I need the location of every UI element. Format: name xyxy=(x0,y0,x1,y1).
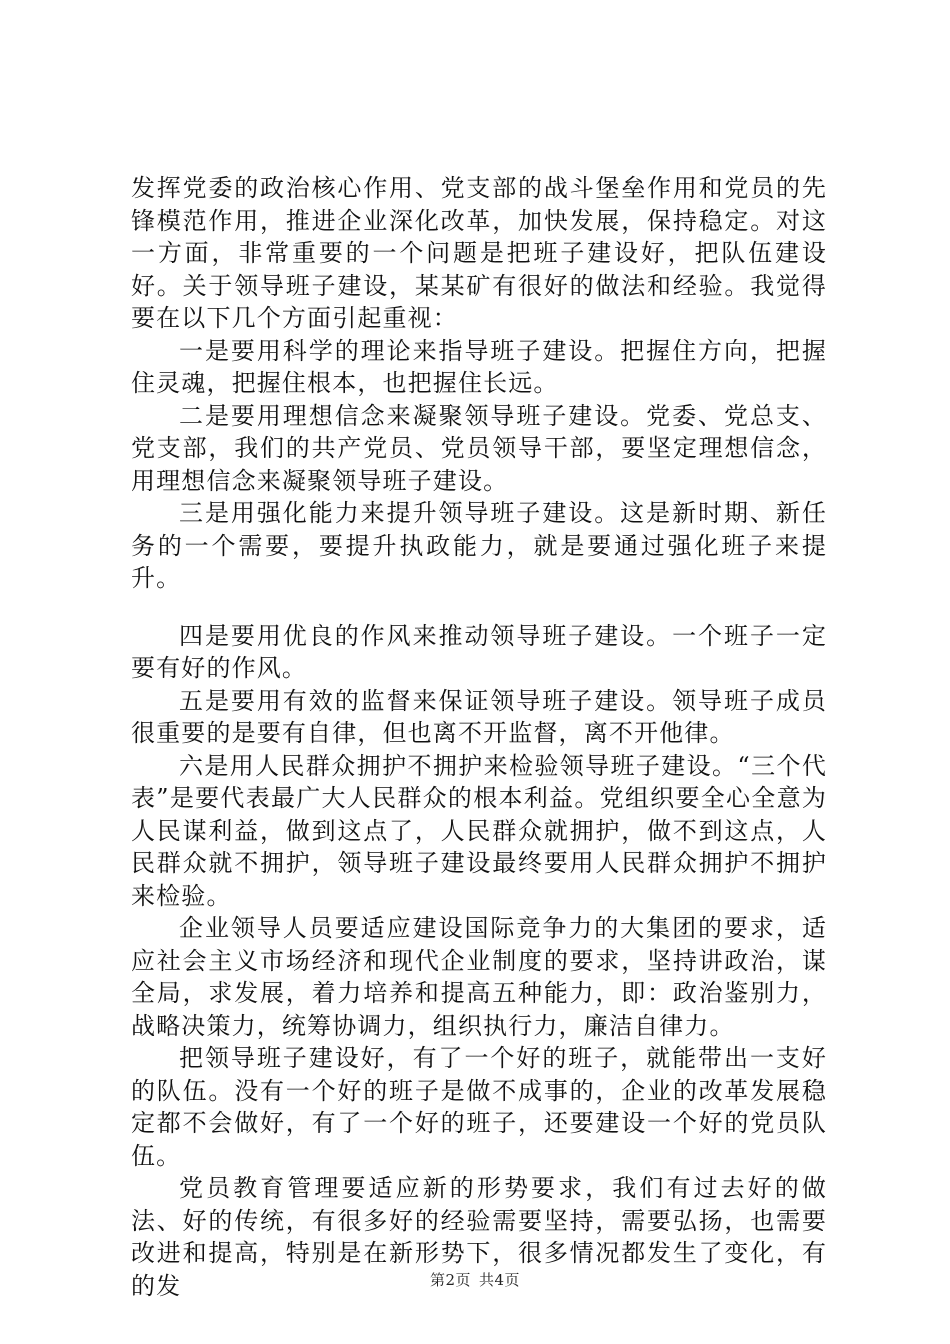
page-footer xyxy=(0,1270,950,1290)
paragraph-leadership-abilities: 企业领导人员要适应建设国际竞争力的大集团的要求，适应社会主义市场经济和现代企业制度的要求，坚持讲政治，谋全局，求发展，着力培养和提高五种能力，即：政治鉴别力，战略决策力，统筹协调力，组织执行力，廉洁自律力。 xyxy=(131,914,827,1040)
page-total: 共4页 xyxy=(479,1271,521,1289)
paragraph-point-6: 六是用人民群众拥护不拥护来检验领导班子建设。“三个代表”是要代表最广大人民群众的根本利益。党组织要全心全意为人民谋利益，做到这点了，人民群众就拥护，做不到这点，人民群众就不拥护，领导班子建设最终要用人民群众拥护不拥护来检验。 xyxy=(131,751,827,910)
paragraph-gap xyxy=(131,595,827,620)
paragraph-team-building: 把领导班子建设好，有了一个好的班子，就能带出一支好的队伍。没有一个好的班子是做不成事的，企业的改革发展稳定都不会做好，有了一个好的班子，还要建设一个好的党员队伍。 xyxy=(131,1044,827,1170)
page-number: 第2页 xyxy=(429,1271,471,1289)
paragraph-point-3: 三是用强化能力来提升领导班子建设。这是新时期、新任务的一个需要，要提升执政能力，就是要通过强化班子来提升。 xyxy=(131,499,827,592)
document-body xyxy=(131,172,827,1302)
paragraph-point-4: 四是要用优良的作风来推动领导班子建设。一个班子一定要有好的作风。 xyxy=(131,621,827,682)
paragraph-intro: 发挥党委的政治核心作用、党支部的战斗堡垒作用和党员的先锋模范作用，推进企业深化改革，加快发展，保持稳定。对这一方面，非常重要的一个问题是把班子建设好，把队伍建设好。关于领导班子建设，某某矿有很好的做法和经验。我觉得要在以下几个方面引起重视： xyxy=(131,174,827,332)
paragraph-point-5: 五是要用有效的监督来保证领导班子建设。领导班子成员很重要的是要有自律，但也离不开监督，离不开他律。 xyxy=(131,686,827,747)
paragraph-member-education: 党员教育管理要适应新的形势要求，我们有过去好的做法、好的传统，有很多好的经验需要坚持，需要弘扬，也需要改进和提高，特别是在新形势下，很多情况都发生了变化，有的发 xyxy=(131,1174,827,1300)
paragraph-point-2: 二是要用理想信念来凝聚领导班子建设。党委、党总支、党支部，我们的共产党员、党员领导干部，要坚定理想信念，用理想信念来凝聚领导班子建设。 xyxy=(131,401,827,495)
paragraph-point-1: 一是要用科学的理论来指导班子建设。把握住方向，把握住灵魂，把握住根本，也把握住长远。 xyxy=(131,336,827,397)
